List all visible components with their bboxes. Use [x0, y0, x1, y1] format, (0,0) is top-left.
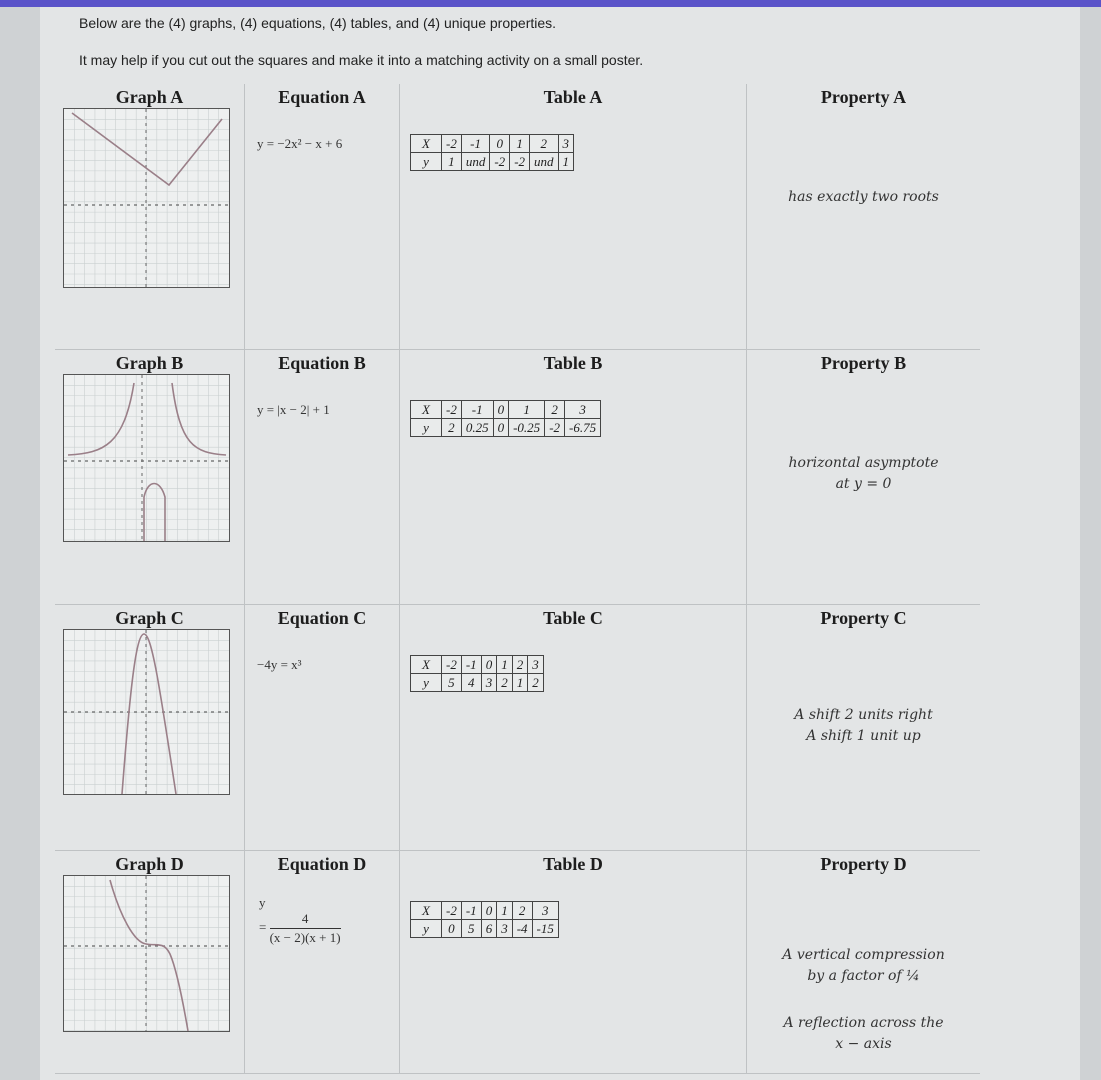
table-d-x-value: 1 [497, 902, 513, 920]
table-d-x-label: X [411, 902, 442, 920]
property-d-line-4: x − axis [835, 1036, 892, 1052]
table-b-y-value: -2 [545, 419, 565, 437]
table-c-title: Table C [543, 608, 603, 628]
table-b-y-value: -0.25 [509, 419, 545, 437]
property-b-title: Property B [820, 353, 907, 373]
table-d-x-value: -2 [442, 902, 462, 920]
table-a-x-value: 0 [490, 135, 510, 153]
table-d-y-value: 6 [481, 920, 497, 938]
graph-b-title: Graph B [115, 353, 184, 373]
graph-a-plot [63, 108, 230, 288]
table-c [410, 655, 544, 692]
table-c-x-label: X [411, 656, 442, 674]
matching-grid [55, 84, 980, 1074]
table-c-x-value: -2 [442, 656, 462, 674]
table-b-title: Table B [543, 353, 603, 373]
table-b-x-value: 3 [565, 401, 601, 419]
table-a-cell [400, 84, 747, 350]
table-a-y-row [411, 153, 574, 171]
table-c-x-value: 0 [481, 656, 497, 674]
equation-d-cell [245, 851, 400, 1074]
graph-d-cell [55, 851, 245, 1074]
equation-d-numerator: 4 [270, 911, 341, 929]
table-d-x-row [411, 902, 559, 920]
equation-b-cell [245, 350, 400, 605]
equation-d-title: Equation D [277, 854, 367, 874]
property-a-title: Property A [820, 87, 907, 107]
table-a-x-value: -1 [461, 135, 490, 153]
table-d-y-value: -4 [512, 920, 532, 938]
table-d-y-value: 3 [497, 920, 513, 938]
table-b-x-row [411, 401, 601, 419]
property-c-cell [747, 605, 980, 851]
equation-d-fraction [270, 911, 341, 946]
table-d-y-label: y [411, 920, 442, 938]
graph-c-title: Graph C [115, 608, 184, 628]
property-d-line-1: A vertical compression [782, 947, 945, 963]
table-a-x-value: -2 [442, 135, 462, 153]
equation-d-lhs: y [259, 895, 266, 910]
equation-b-title: Equation B [278, 353, 366, 373]
property-d-cell [747, 851, 980, 1074]
graph-b-cell [55, 350, 245, 605]
table-c-y-value: 1 [512, 674, 528, 692]
table-c-x-value: -1 [461, 656, 481, 674]
table-a-x-value: 1 [510, 135, 530, 153]
equation-a-title: Equation A [278, 87, 366, 107]
equation-d-denominator: (x − 2)(x + 1) [269, 930, 341, 945]
property-d-line-3: A reflection across the [783, 1015, 944, 1031]
graph-c-cell [55, 605, 245, 851]
table-d-y-row [411, 920, 559, 938]
table-a-x-value: 2 [530, 135, 559, 153]
intro-line-2: It may help if you cut out the squares and make it into a matching activity on a small poster. [79, 52, 644, 68]
property-b-line-1: horizontal asymptote [788, 455, 939, 471]
equation-c-cell [245, 605, 400, 851]
table-a-y-value: und [461, 153, 490, 171]
table-b-y-value: -6.75 [565, 419, 601, 437]
property-b-line-2: at y = 0 [835, 476, 892, 492]
table-d-y-value: 0 [442, 920, 462, 938]
table-b-x-value: 2 [545, 401, 565, 419]
table-c-y-row [411, 674, 544, 692]
graph-a-cell [55, 84, 245, 350]
table-c-y-value: 5 [442, 674, 462, 692]
equation-d-equals: = [259, 919, 267, 935]
property-d-line-2: by a factor of ¼ [807, 968, 920, 984]
table-b-y-value: 2 [442, 419, 462, 437]
table-d-x-value: 0 [481, 902, 497, 920]
table-c-cell [400, 605, 747, 851]
equation-a: y = −2x² − x + 6 [257, 136, 343, 151]
table-b-y-value: 0 [493, 419, 509, 437]
equation-b: y = |x − 2| + 1 [257, 402, 330, 417]
equation-c-title: Equation C [277, 608, 367, 628]
table-a-x-row [411, 135, 574, 153]
graph-b-plot [63, 374, 230, 542]
equation-c: −4y = x³ [257, 657, 302, 672]
property-c-line-2: A shift 1 unit up [806, 728, 921, 744]
table-c-y-value: 3 [481, 674, 497, 692]
table-b-y-row [411, 419, 601, 437]
equation-d [245, 895, 399, 946]
table-b-y-label: y [411, 419, 442, 437]
graph-d-title: Graph D [115, 854, 184, 874]
property-c-line-1: A shift 2 units right [794, 707, 933, 723]
table-c-y-value: 2 [528, 674, 544, 692]
equation-a-cell [245, 84, 400, 350]
table-b-x-value: -2 [442, 401, 462, 419]
table-c-x-value: 1 [497, 656, 513, 674]
table-a-y-value: -2 [510, 153, 530, 171]
table-d [410, 901, 559, 938]
table-c-y-value: 2 [497, 674, 513, 692]
graph-c-plot [63, 629, 230, 795]
table-a-x-label: X [411, 135, 442, 153]
top-strip [0, 0, 1101, 7]
table-d-x-value: 3 [532, 902, 558, 920]
table-c-y-label: y [411, 674, 442, 692]
table-a-y-label: y [411, 153, 442, 171]
table-d-cell [400, 851, 747, 1074]
table-d-title: Table D [543, 854, 603, 874]
table-a [410, 134, 574, 171]
graph-a-title: Graph A [115, 87, 184, 107]
table-a-y-value: 1 [442, 153, 462, 171]
table-d-y-value: -15 [532, 920, 558, 938]
table-a-y-value: -2 [490, 153, 510, 171]
table-d-y-value: 5 [461, 920, 481, 938]
table-d-x-value: -1 [461, 902, 481, 920]
table-b-y-value: 0.25 [461, 419, 493, 437]
table-a-y-value: 1 [558, 153, 574, 171]
table-c-x-row [411, 656, 544, 674]
table-d-x-value: 2 [512, 902, 532, 920]
table-b-cell [400, 350, 747, 605]
property-a-line-1: has exactly two roots [788, 189, 939, 205]
property-b-cell [747, 350, 980, 605]
table-b-x-value: 0 [493, 401, 509, 419]
table-c-x-value: 2 [512, 656, 528, 674]
table-a-x-value: 3 [558, 135, 574, 153]
table-a-y-value: und [530, 153, 559, 171]
table-b-x-label: X [411, 401, 442, 419]
table-b-x-value: -1 [461, 401, 493, 419]
table-c-x-value: 3 [528, 656, 544, 674]
table-c-y-value: 4 [461, 674, 481, 692]
table-b [410, 400, 601, 437]
property-d-title: Property D [820, 854, 907, 874]
graph-d-plot [63, 875, 230, 1032]
property-a-cell [747, 84, 980, 350]
table-a-title: Table A [543, 87, 603, 107]
intro-line-1: Below are the (4) graphs, (4) equations, (4) tables, and (4) unique properties. [79, 15, 557, 31]
table-b-x-value: 1 [509, 401, 545, 419]
property-c-title: Property C [820, 608, 907, 628]
